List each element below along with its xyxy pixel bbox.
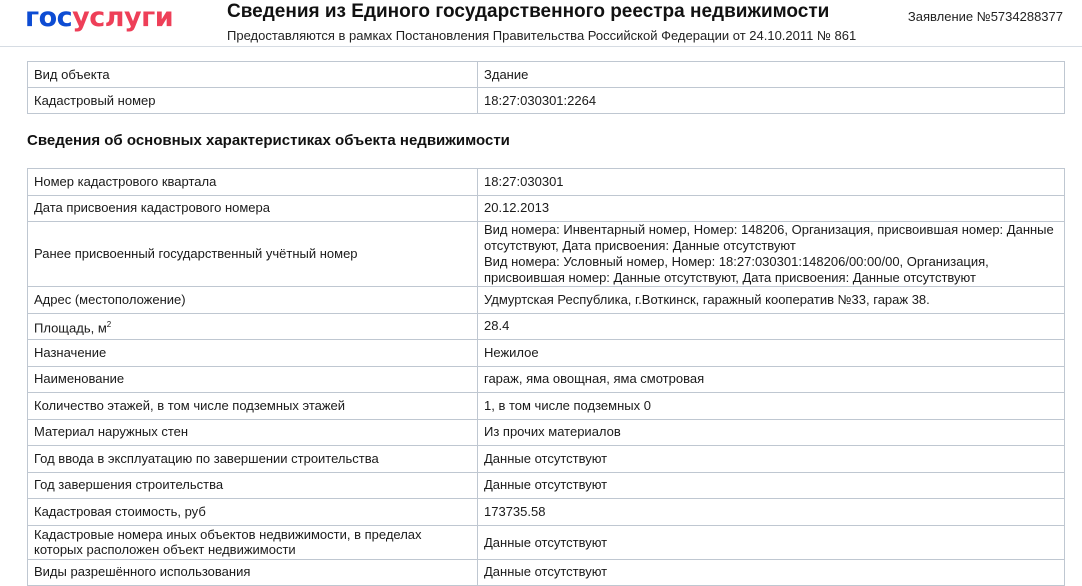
table-row [28, 559, 1065, 586]
table-row [28, 222, 1065, 287]
cell-value: Данные отсутствуют [478, 559, 1065, 586]
logo-part-uslugi: услуги [72, 2, 174, 33]
cell-label: Виды разрешённого использования [28, 559, 478, 586]
object-info-table [27, 61, 1065, 114]
cell-value: Нежилое [478, 340, 1065, 367]
area-label-sup: 2 [106, 319, 112, 329]
table-row [28, 446, 1065, 473]
table-row [28, 340, 1065, 367]
cell-label: Материал наружных стен [28, 419, 478, 446]
cell-value: Из прочих материалов [478, 419, 1065, 446]
cell-value: Данные отсутствуют [478, 472, 1065, 499]
cell-value: Данные отсутствуют [478, 446, 1065, 473]
table-row [28, 366, 1065, 393]
page-header [0, 0, 1082, 47]
cell-value: 20.12.2013 [478, 195, 1065, 222]
characteristics-table [27, 168, 1065, 586]
value-line: Вид номера: Условный номер, Номер: 18:27:030301:148206/00:00/00, Организация, [484, 254, 989, 269]
cell-label: Кадастровая стоимость, руб [28, 499, 478, 526]
cell-label: Адрес (местоположение) [28, 287, 478, 314]
cell-value: Здание [478, 62, 1065, 88]
cell-value: 18:27:030301 [478, 169, 1065, 196]
value-line: Вид номера: Инвентарный номер, Номер: 148206, Организация, присвоившая номер: Данные [484, 222, 1054, 237]
cell-label: Номер кадастрового квартала [28, 169, 478, 196]
value-line: отсутствуют, Дата присвоения: Данные отсутствуют [484, 238, 796, 253]
cell-label: Год ввода в эксплуатацию по завершении строительства [28, 446, 478, 473]
cell-label: Количество этажей, в том числе подземных этажей [28, 393, 478, 420]
cell-label-multiline [28, 525, 478, 559]
table-row [28, 88, 1065, 114]
cell-value: 173735.58 [478, 499, 1065, 526]
label-line: которых расположен объект недвижимости [34, 542, 296, 557]
logo-part-gos: гос [25, 2, 73, 33]
gosuslugi-logo[interactable] [25, 2, 173, 33]
table-row [28, 169, 1065, 196]
label-line: Кадастровые номера иных объектов недвижимости, в пределах [34, 527, 422, 542]
table-row [28, 195, 1065, 222]
page-title: Сведения из Единого государственного реестра недвижимости [227, 1, 830, 22]
table-row [28, 472, 1065, 499]
cell-label: Наименование [28, 366, 478, 393]
cell-label: Ранее присвоенный государственный учётный номер [28, 222, 478, 287]
cell-value: 18:27:030301:2264 [478, 88, 1065, 114]
table-row [28, 393, 1065, 420]
page-subtitle: Предоставляются в рамках Постановления Правительства Российской Федерации от 24.10.2011 № 861 [227, 28, 857, 43]
cell-value: Данные отсутствуют [478, 525, 1065, 559]
cell-label: Дата присвоения кадастрового номера [28, 195, 478, 222]
area-label-text: Площадь, м [34, 319, 107, 335]
cell-label: Год завершения строительства [28, 472, 478, 499]
cell-value: Удмуртская Республика, г.Воткинск, гаражный кооператив №33, гараж 38. [478, 287, 1065, 314]
table-row [28, 525, 1065, 559]
cell-value: 28.4 [478, 313, 1065, 340]
section-title: Сведения об основных характеристиках объекта недвижимости [27, 132, 510, 149]
cell-value-multiline [478, 222, 1065, 287]
cell-value: 1, в том числе подземных 0 [478, 393, 1065, 420]
cell-label: Кадастровый номер [28, 88, 478, 114]
cell-value: гараж, яма овощная, яма смотровая [478, 366, 1065, 393]
application-number: Заявление №5734288377 [907, 9, 1063, 24]
cell-label: Назначение [28, 340, 478, 367]
cell-label: Вид объекта [28, 62, 478, 88]
table-row [28, 499, 1065, 526]
table-row [28, 419, 1065, 446]
value-line: присвоившая номер: Данные отсутствуют, Дата присвоения: Данные отсутствуют [484, 270, 976, 285]
table-row [28, 313, 1065, 340]
table-row [28, 62, 1065, 88]
table-row [28, 287, 1065, 314]
cell-label [28, 313, 478, 340]
